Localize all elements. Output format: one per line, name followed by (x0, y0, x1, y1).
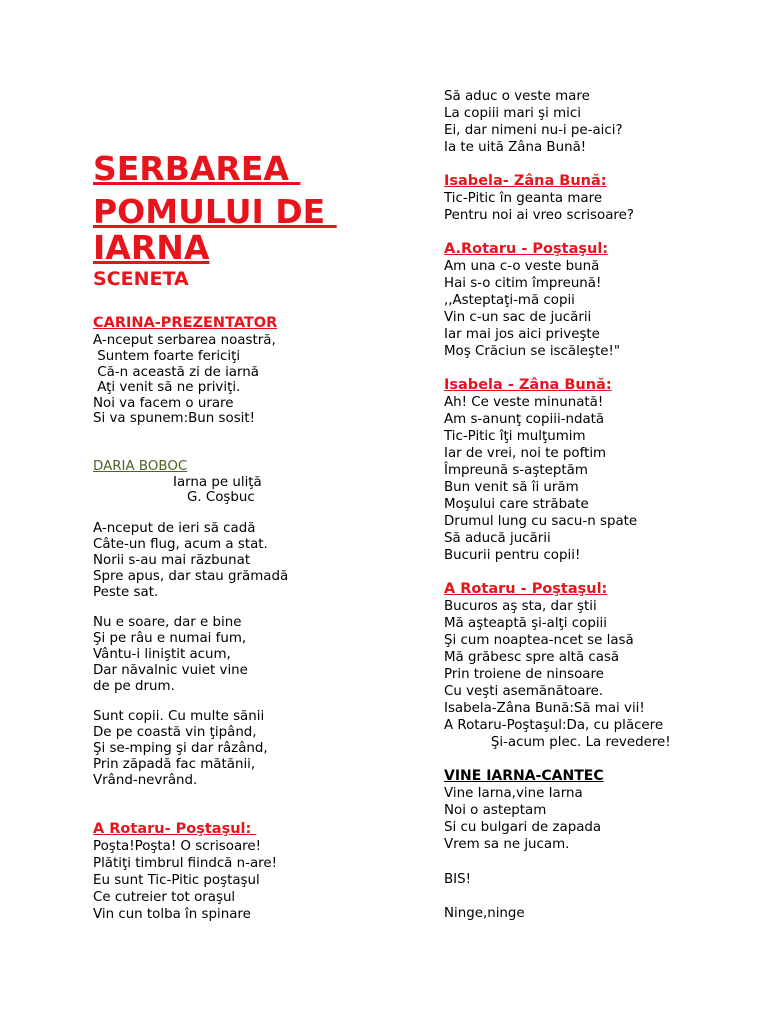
verse-line: Norii s-au mai răzbunat (93, 553, 251, 568)
verse-line: Am s-anunţ copiii-ndată (444, 412, 605, 427)
verse-line: Noi va facem o urare (93, 396, 234, 411)
verse-line: Vântu-i liniştit acum, (93, 647, 231, 662)
verse-line: Plătiţi timbrul fiindcă n-are! (93, 856, 277, 871)
poem-title: Iarna pe uliţă (173, 475, 262, 490)
verse-line: Şi pe râu e numai fum, (93, 631, 247, 646)
verse-line: De pe coastă vin ţipând, (93, 725, 257, 740)
verse-line: Bucuros aş sta, dar ştii (444, 599, 597, 614)
verse-line: Ei, dar nimeni nu-i pe-aici? (444, 123, 623, 138)
verse-line: Prin troiene de ninsoare (444, 667, 604, 682)
verse-line: Câte-un flug, acum a stat. (93, 537, 268, 552)
verse-line: Şi cum noaptea-ncet se lasă (444, 633, 634, 648)
verse-line: Aţi venit să ne priviţi. (93, 380, 241, 395)
verse-line: Sunt copii. Cu multe sănii (93, 709, 265, 724)
verse-line: Moşului care străbate (444, 497, 589, 512)
verse-line: Peste sat. (93, 585, 159, 600)
song-bis: BIS! (444, 872, 472, 887)
verse-line: Bun venit să îi urăm (444, 480, 579, 495)
verse-line: Şi-acum plec. La revedere! (444, 735, 671, 750)
verse-line: Ia te uită Zâna Bună! (444, 140, 587, 155)
verse-line: Vine Iarna,vine Iarna (444, 786, 583, 801)
verse-line: Vin c-un sac de jucării (444, 310, 592, 325)
verse-line: Si cu bulgari de zapada (444, 820, 602, 835)
verse-line: Noi o asteptam (444, 803, 547, 818)
verse-line: Hai s-o citim împreună! (444, 276, 602, 291)
verse-line: Şi se-mping şi dar râzând, (93, 741, 268, 756)
verse-line: A-nceput serbarea noastră, (93, 333, 276, 348)
verse-line: Mă grăbesc spre altă casă (444, 650, 620, 665)
speaker-daria: DARIA BOBOC (93, 459, 188, 474)
verse-line: Că-n această zi de iarnă (93, 365, 259, 380)
verse-line: Ce cutreier tot oraşul (93, 890, 236, 905)
verse-line: Iar de vrei, noi te poftim (444, 446, 607, 461)
verse-line: Am una c-o veste bună (444, 259, 600, 274)
verse-line: Prin zăpadă fac mătănii, (93, 757, 256, 772)
speaker-isabela: Isabela - Zâna Bună: (444, 377, 612, 393)
verse-line: A Rotaru-Poştaşul:Da, cu plăcere (444, 718, 664, 733)
verse-line: Iar mai jos aici priveşte (444, 327, 600, 342)
verse-line: Să aduc o veste mare (444, 89, 590, 104)
speaker-rotaru: A Rotaru - Poştaşul: (444, 581, 608, 597)
verse-line: Moş Crăciun se iscăleşte!" (444, 344, 621, 359)
verse-line: Ah! Ce veste minunată! (444, 395, 604, 410)
verse-line: Vrând-nevrând. (93, 773, 198, 788)
verse-line: Drumul lung cu sacu-n spate (444, 514, 638, 529)
verse-line: Ninge,ninge (444, 906, 525, 921)
verse-line: Bucurii pentru copii! (444, 548, 581, 563)
speaker-carina: CARINA-PREZENTATOR (93, 315, 278, 331)
speaker-rotaru: A.Rotaru - Poştaşul: (444, 241, 609, 257)
verse-line: Vrem sa ne jucam. (444, 837, 570, 852)
verse-line: Spre apus, dar stau grămadă (93, 569, 289, 584)
verse-line: Tic-Pitic îţi mulţumim (444, 429, 586, 444)
verse-line: Pentru noi ai vreo scrisoare? (444, 208, 634, 223)
verse-line: Dar năvalnic vuiet vine (93, 663, 248, 678)
speaker-isabela: Isabela- Zâna Bună: (444, 173, 607, 189)
speaker-song: VINE IARNA-CANTEC (444, 768, 604, 784)
verse-line: La copiii mari şi mici (444, 106, 581, 121)
title-line-2: POMULUI DE (93, 192, 337, 231)
speaker-rotaru: A Rotaru- Poştaşul: (93, 821, 257, 837)
verse-line: Poşta!Poşta! O scrisoare! (93, 839, 261, 854)
verse-line: de pe drum. (93, 679, 175, 694)
verse-line: A-nceput de ieri să cadă (93, 521, 256, 536)
verse-line: Mă aşteaptă şi-alţi copiii (444, 616, 608, 631)
verse-line: Isabela-Zâna Bună:Să mai vii! (444, 701, 645, 716)
verse-line: Si va spunem:Bun sosit! (93, 411, 256, 426)
title-line-1: SERBAREA (93, 149, 301, 188)
verse-line: Eu sunt Tic-Pitic poştaşul (93, 873, 260, 888)
verse-line: Suntem foarte fericiţi (93, 349, 241, 364)
verse-line: Împreună s-aşteptăm (444, 463, 588, 478)
verse-line: Vin cun tolba în spinare (93, 907, 251, 922)
verse-line: Tic-Pitic în geanta mare (444, 191, 603, 206)
verse-line: Cu veşti asemănătoare. (444, 684, 604, 699)
verse-line: Nu e soare, dar e bine (93, 615, 242, 630)
verse-line: Să aducă jucării (444, 531, 551, 546)
poem-author: G. Coşbuc (187, 490, 255, 505)
verse-line: ,,Asteptaţi-mă copii (444, 293, 575, 308)
subtitle: SCENETA (93, 268, 189, 290)
title-line-3: IARNA (93, 228, 210, 267)
